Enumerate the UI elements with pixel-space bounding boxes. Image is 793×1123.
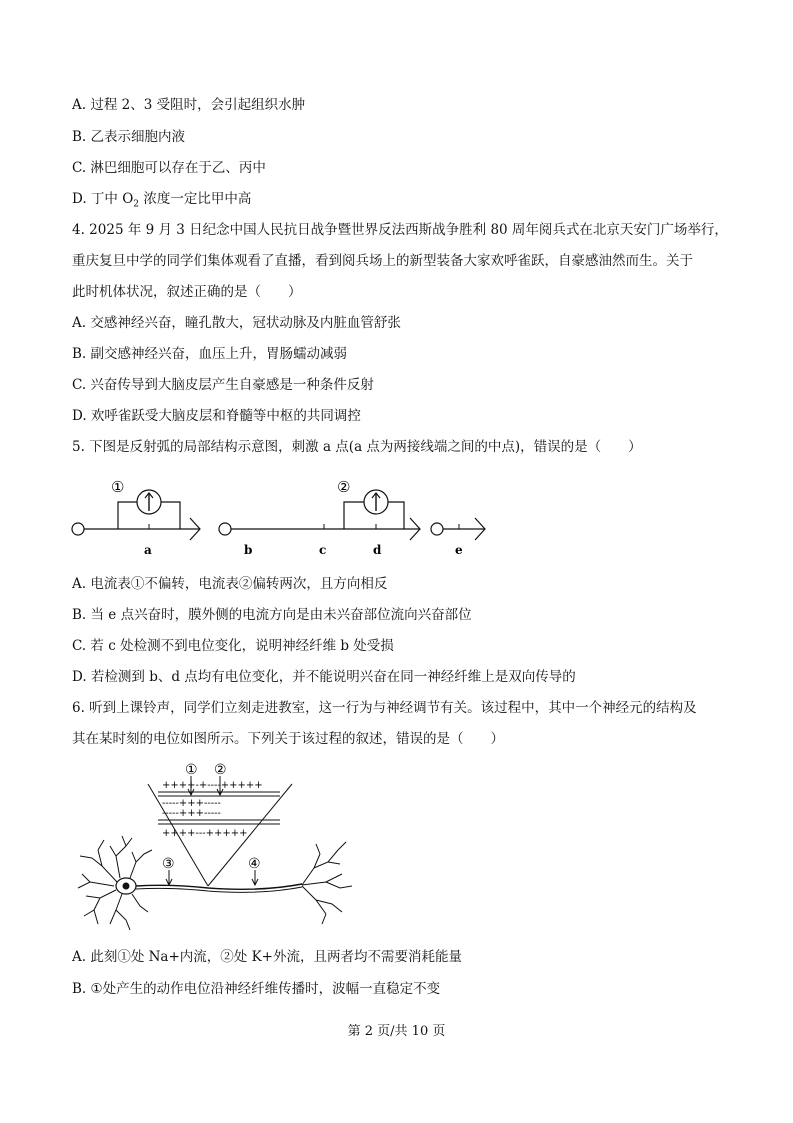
q4-stem-line2: 重庆复旦中学的同学们集体观看了直播，看到阅兵场上的新型装备大家欢呼雀跃，自豪感油然而生。关于 (72, 253, 693, 269)
label-2: ② (214, 762, 227, 778)
fiber-middle-start-node (219, 523, 231, 535)
q5-option-b: B. 当 e 点兴奋时，膜外侧的电流方向是由未兴奋部位流向兴奋部位 (72, 607, 472, 623)
point-b-label: b (244, 543, 253, 557)
charge-row-1: ++++-+----+++++ (162, 780, 263, 791)
neuron-nucleus (123, 883, 130, 890)
q3-option-d (72, 190, 251, 214)
neuron-diagram (70, 758, 370, 938)
fiber-right-start-node (431, 523, 443, 535)
q5-option-a: A. 电流表①不偏转，电流表②偏转两次，且方向相反 (72, 576, 388, 592)
charge-row-3: -----+++----- (162, 808, 221, 819)
q4-option-b: B. 副交感神经兴奋，血压上升，胃肠蠕动减弱 (72, 346, 348, 362)
label-3: ③ (162, 856, 175, 872)
q6-stem-line2: 其在某时刻的电位如图所示。下列关于该过程的叙述，错误的是（ ） (72, 731, 504, 747)
q5-option-c: C. 若 c 处检测不到电位变化，说明神经纤维 b 处受损 (72, 638, 394, 654)
axon-terminals (302, 842, 352, 924)
q3-option-d-pre: D. 丁中 O (72, 191, 134, 207)
label-1: ① (185, 762, 198, 778)
q5-option-d: D. 若检测到 b、d 点均有电位变化，并不能说明兴奋在同一神经纤维上是双向传导的 (72, 669, 576, 685)
charge-row-4: ++++---+++++ (162, 828, 248, 839)
fiber-left-start-node (72, 523, 84, 535)
page-footer: 第 2 页/共 10 页 (347, 1024, 446, 1039)
q6-option-a: A. 此刻①处 Na+内流，②处 K+外流，且两者均不需要消耗能量 (72, 949, 462, 965)
point-d-label: d (373, 543, 382, 557)
q3-option-d-post: 浓度一定比甲中高 (139, 191, 252, 207)
q4-option-c: C. 兴奋传导到大脑皮层产生自豪感是一种条件反射 (72, 377, 374, 393)
point-e-label: e (455, 543, 463, 557)
q3-option-d-sub: 2 (133, 199, 140, 210)
q4-stem-line3: 此时机体状况，叙述正确的是（ ） (72, 284, 302, 300)
q6-stem-line1: 6. 听到上课铃声，同学们立刻走进教室，这一行为与神经调节有关。该过程中，其中一个神经元的结构及 (72, 700, 697, 716)
reflex-arc-diagram (60, 472, 500, 562)
q5-stem: 5. 下图是反射弧的局部结构示意图，刺激 a 点(a 点为两接线端之间的中点)，错误的是（ ） (72, 439, 642, 455)
q4-stem-line1: 4. 2025 年 9 月 3 日纪念中国人民抗日战争暨世界反法西斯战争胜利 80 周年阅兵式在北京天安门广场举行， (72, 222, 728, 238)
q6-option-b: B. ①处产生的动作电位沿神经纤维传播时，波幅一直稳定不变 (72, 981, 441, 997)
dendrites (78, 836, 152, 930)
q3-option-b: B. 乙表示细胞内液 (72, 129, 186, 145)
point-a-label: a (144, 543, 152, 557)
meter2-label: ② (337, 478, 351, 496)
q3-option-c: C. 淋巴细胞可以存在于乙、丙中 (72, 160, 266, 176)
meter1-label: ① (111, 478, 125, 496)
q3-option-a: A. 过程 2、3 受阻时，会引起组织水肿 (72, 97, 306, 113)
q4-option-a: A. 交感神经兴奋，瞳孔散大，冠状动脉及内脏血管舒张 (72, 315, 401, 331)
point-c-label: c (319, 543, 327, 557)
q4-option-d: D. 欢呼雀跃受大脑皮层和脊髓等中枢的共同调控 (72, 408, 361, 424)
label-4: ④ (248, 856, 261, 872)
charge-row-2: -----+++----- (162, 798, 221, 809)
